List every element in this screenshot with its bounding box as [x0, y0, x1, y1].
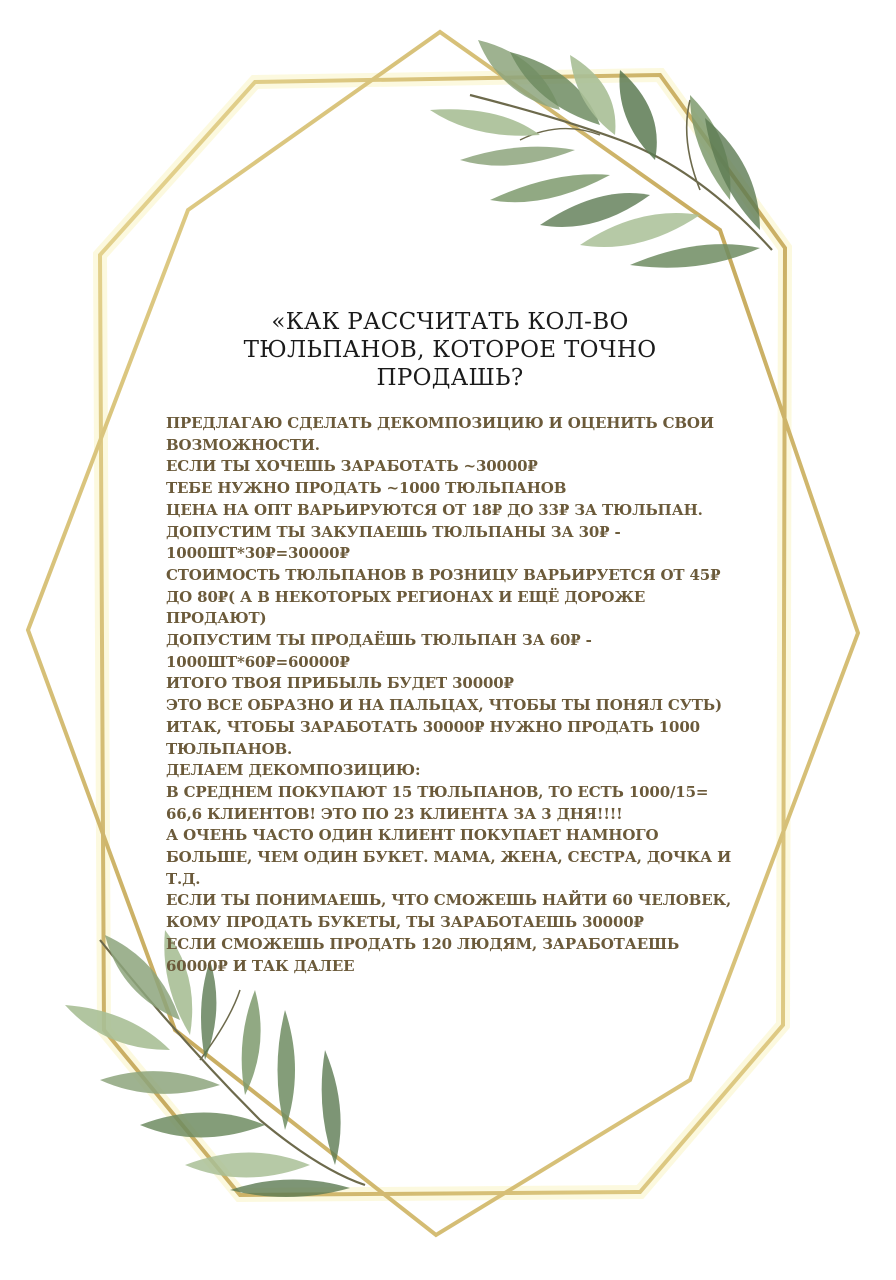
body-line: ЕСЛИ ТЫ ПОНИМАЕШЬ, ЧТО СМОЖЕШЬ НАЙТИ 60 ЧЕЛОВЕК,	[166, 891, 732, 910]
body-line: ДОПУСТИМ ТЫ ПРОДАЁШЬ ТЮЛЬПАН ЗА 60₽ -	[166, 631, 592, 650]
body-line: КОМУ ПРОДАТЬ БУКЕТЫ, ТЫ ЗАРАБОТАЕШЬ 30000₽	[166, 913, 644, 932]
body-line: В СРЕДНЕМ ПОКУПАЮТ 15 ТЮЛЬПАНОВ, ТО ЕСТЬ 1000/15=	[166, 782, 709, 801]
body-line: 66,6 КЛИЕНТОВ! ЭТО ПО 23 КЛИЕНТА ЗА 3 ДНЯ!!!!	[166, 804, 623, 823]
body-line: ДЕЛАЕМ ДЕКОМПОЗИЦИЮ:	[166, 761, 421, 780]
body-line: ПРЕДЛАГАЮ СДЕЛАТЬ ДЕКОМПОЗИЦИЮ И ОЦЕНИТЬ СВОИ	[166, 414, 714, 432]
body-line: ЦЕНА НА ОПТ ВАРЬИРУЮТСЯ ОТ 18₽ ДО 33₽ ЗА ТЮЛЬПАН.	[166, 500, 703, 519]
body-line: 1000ШТ*30₽=30000₽	[166, 544, 350, 563]
title-line: «КАК РАССЧИТАТЬ КОЛ-ВО	[271, 309, 629, 335]
body-line: 60000₽ И ТАК ДАЛЕЕ	[166, 956, 355, 975]
body-line: ЭТО ВСЕ ОБРАЗНО И НА ПАЛЬЦАХ, ЧТОБЫ ТЫ ПОНЯЛ СУТЬ)	[166, 696, 722, 715]
body-line: ДОПУСТИМ ТЫ ЗАКУПАЕШЬ ТЮЛЬПАНЫ ЗА 30₽ -	[166, 522, 621, 541]
body-line: ИТОГО ТВОЯ ПРИБЫЛЬ БУДЕТ 30000₽	[166, 674, 514, 693]
body-line: ЕСЛИ ТЫ ХОЧЕШЬ ЗАРАБОТАТЬ ~30000₽	[166, 457, 538, 476]
body-line: ИТАК, ЧТОБЫ ЗАРАБОТАТЬ 30000₽ НУЖНО ПРОДАТЬ 1000	[166, 717, 700, 736]
title-line: ПРОДАШЬ?	[376, 365, 524, 391]
body-line: ДО 80₽( А В НЕКОТОРЫХ РЕГИОНАХ И ЕЩЁ ДОРОЖЕ	[166, 587, 646, 606]
body-line: ТЮЛЬПАНОВ.	[166, 739, 293, 758]
body-text	[166, 413, 746, 977]
title-line: ТЮЛЬПАНОВ, КОТОРОЕ ТОЧНО	[243, 337, 657, 363]
body-line: СТОИМОСТЬ ТЮЛЬПАНОВ В РОЗНИЦУ ВАРЬИРУЕТСЯ ОТ 45₽	[166, 565, 721, 584]
body-line: ЕСЛИ СМОЖЕШЬ ПРОДАТЬ 120 ЛЮДЯМ, ЗАРАБОТАЕШЬ	[166, 934, 680, 953]
body-line: ПРОДАЮТ)	[166, 609, 267, 628]
page-title	[180, 308, 720, 392]
body-line: 1000ШТ*60₽=60000₽	[166, 652, 350, 671]
body-line: Т.Д.	[166, 869, 201, 888]
body-line: БОЛЬШЕ, ЧЕМ ОДИН БУКЕТ. МАМА, ЖЕНА, СЕСТРА, ДОЧКА И	[166, 848, 732, 867]
body-line: ТЕБЕ НУЖНО ПРОДАТЬ ~1000 ТЮЛЬПАНОВ	[166, 479, 567, 498]
body-line: А ОЧЕНЬ ЧАСТО ОДИН КЛИЕНТ ПОКУПАЕТ НАМНОГО	[166, 826, 659, 845]
body-line: ВОЗМОЖНОСТИ.	[166, 435, 320, 454]
